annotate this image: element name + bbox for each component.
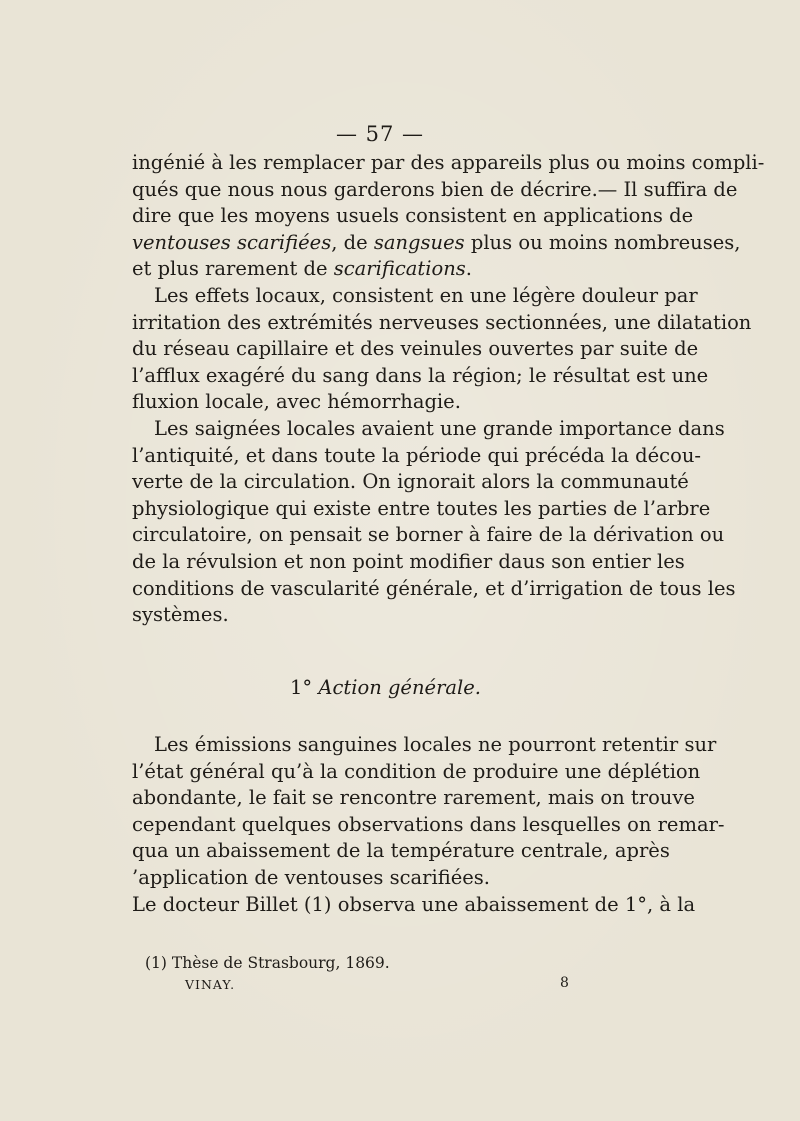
heading-number: 1° (290, 676, 313, 699)
text-line: ingénié à les remplacer par des appareils plus ou moins compli- (132, 151, 765, 174)
section-heading (290, 676, 481, 699)
text-line: ’application de ventouses scarifiées. (132, 865, 491, 889)
text-line: Les saignées locales avaient une grande importance dans (154, 416, 725, 440)
text-line: qués que nous nous garderons bien de décrire.— Il suffira de (132, 177, 738, 201)
text-line-with-italics (132, 256, 618, 283)
italic-term: sangsues (373, 230, 465, 254)
text-line-with-italics (132, 230, 741, 257)
text-line: du réseau capillaire et des veinules ouvertes par suite de (132, 337, 699, 361)
text-line: conditions de vascularité générale, et d’irrigation de tous les (132, 576, 736, 600)
text-line: Le docteur Billet (1) observa une abaissement de 1°, à la (132, 892, 696, 916)
signature-number: 8 (560, 975, 569, 991)
text-line: Les effets locaux, consistent en une légère douleur par (154, 283, 698, 307)
text-line: l’antiquité, et dans toute la période qui précéda la décou- (132, 443, 701, 467)
text-line: Les émissions sanguines locales ne pourront retentir sur (154, 733, 717, 756)
body-text-top (132, 150, 765, 629)
text-line: cependant quelques observations dans lesquelles on remar- (132, 812, 725, 836)
text-line: dire que les moyens usuels consistent en applications de (132, 204, 694, 228)
text-line: fluxion locale, avec hémorrhagie. (132, 390, 461, 414)
text-fragment: plus ou moins nombreuses, (464, 230, 741, 254)
footnote: (1) Thèse de Strasbourg, 1869. (145, 954, 390, 972)
italic-term: ventouses scarifiées (132, 230, 332, 254)
text-line: systèmes. (132, 603, 229, 627)
text-line: de la révulsion et non point modifier daus son entier les (132, 549, 685, 573)
text-line: l’afflux exagéré du sang dans la région; le résultat est une (132, 363, 709, 387)
italic-term: scarifications (333, 257, 466, 281)
text-fragment: . (465, 257, 472, 281)
text-line: qua un abaissement de la température centrale, après (132, 839, 670, 863)
heading-title: Action générale. (318, 676, 481, 699)
body-text-bottom (132, 732, 725, 918)
text-line: irritation des extrémités nerveuses sectionnées, une dilatation (132, 310, 752, 334)
text-line: physiologique qui existe entre toutes les parties de l’arbre (132, 496, 711, 520)
printer-signature: VINAY. (185, 977, 236, 992)
text-line: abondante, le fait se rencontre rarement, mais on trouve (132, 786, 695, 810)
page-number: — 57 — (335, 122, 425, 146)
text-line: circulatoire, on pensait se borner à faire de la dérivation ou (132, 523, 725, 547)
text-fragment: , de (331, 230, 374, 254)
text-line: l’état général qu’à la condition de produire une déplétion (132, 759, 701, 783)
text-fragment: et plus rarement de (132, 257, 334, 281)
text-line: verte de la circulation. On ignorait alors la communauté (132, 470, 689, 494)
